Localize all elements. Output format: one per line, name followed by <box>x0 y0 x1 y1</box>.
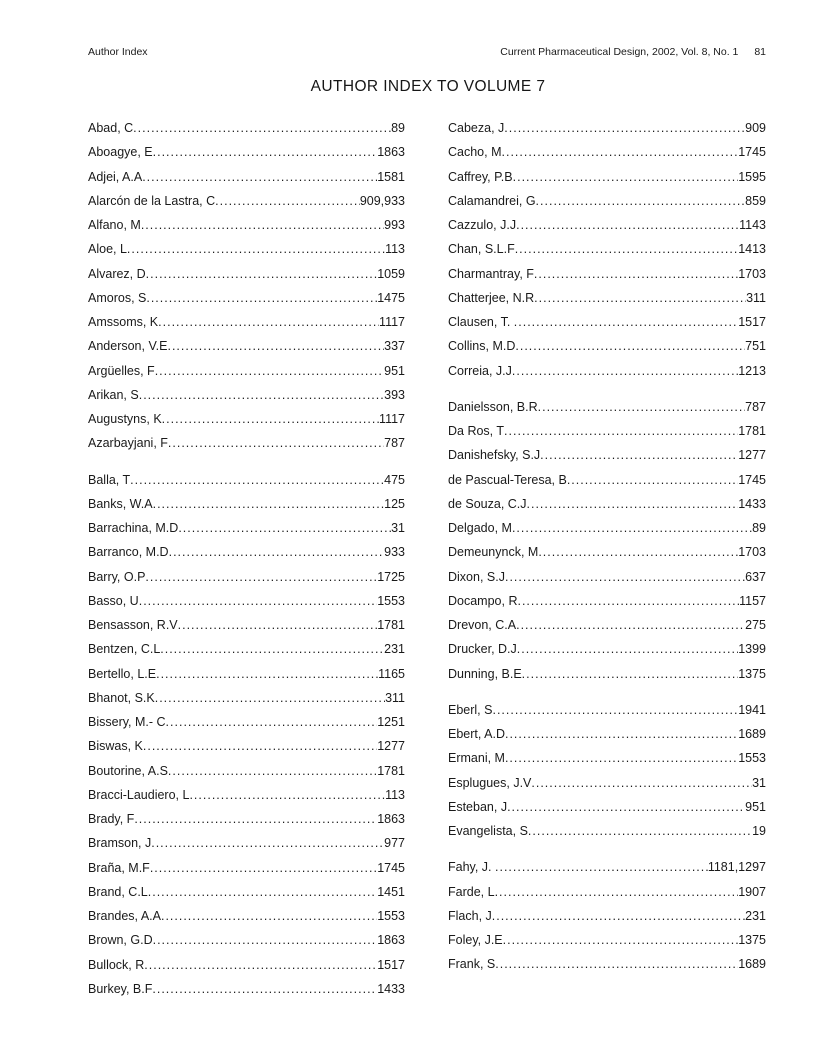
dot-leader <box>515 242 738 256</box>
page-ref: 1251 <box>377 715 405 729</box>
author-name: Foley, J.E <box>448 933 503 947</box>
dot-leader <box>144 958 377 972</box>
index-entry <box>88 170 405 194</box>
page-ref: 337 <box>384 339 405 354</box>
dot-leader <box>168 764 377 778</box>
index-entry <box>88 267 405 291</box>
index-entry <box>448 667 766 691</box>
page-ref: 1595 <box>738 169 766 184</box>
dot-leader <box>139 594 377 608</box>
author-name: Balla, T <box>88 472 131 487</box>
index-column-left <box>88 121 405 1006</box>
author-name: Cacho, M <box>448 145 502 160</box>
dot-leader <box>158 315 379 329</box>
dot-leader <box>127 242 385 256</box>
dot-leader <box>133 121 391 135</box>
author-name: Bramson, J <box>88 836 152 851</box>
page-ref: 1863 <box>377 812 405 826</box>
index-entry <box>448 824 766 848</box>
author-name: Anderson, V.E <box>88 339 168 354</box>
index-entry <box>88 242 405 266</box>
author-name: Danielsson, B.R <box>448 399 538 414</box>
dot-leader <box>143 739 377 753</box>
author-name: de Souza, C.J <box>448 496 527 511</box>
author-name: Chan, S.L.F <box>448 242 515 257</box>
index-entry <box>448 545 766 569</box>
dot-leader <box>146 291 377 305</box>
author-name: Alarcón de la Lastra, C <box>88 193 216 208</box>
page-ref: 475 <box>384 472 405 487</box>
index-entry <box>88 545 405 569</box>
dot-leader <box>516 218 739 232</box>
page-ref: 1433 <box>738 496 766 511</box>
index-entry <box>448 727 766 751</box>
index-entry <box>448 776 766 800</box>
page-ref: 1433 <box>377 981 405 996</box>
dot-leader <box>166 715 378 729</box>
page-ref: 1703 <box>738 545 766 560</box>
index-entry <box>88 836 405 860</box>
index-entry <box>88 594 405 618</box>
author-name: Bensasson, R.V <box>88 618 178 632</box>
page-ref: 1703 <box>738 266 766 281</box>
index-entry <box>448 957 766 981</box>
index-entry <box>88 861 405 885</box>
page-ref: 1781 <box>377 618 405 632</box>
index-entry <box>88 958 405 982</box>
author-name: Docampo, R <box>448 593 518 608</box>
author-name: Banks, W.A <box>88 496 153 511</box>
dot-leader <box>534 291 746 305</box>
page-ref: 19 <box>752 824 766 838</box>
dot-leader <box>495 885 739 899</box>
dot-leader <box>161 909 377 923</box>
author-name: Aboagye, E <box>88 145 153 160</box>
author-name: Da Ros, T <box>448 424 505 438</box>
author-name: Abad, C <box>88 121 134 135</box>
page-title: AUTHOR INDEX TO VOLUME 7 <box>310 78 546 95</box>
page-ref: 311 <box>746 290 766 305</box>
author-name: Arikan, S <box>88 387 139 402</box>
index-entry <box>448 400 766 424</box>
author-name: Frank, S <box>448 957 496 972</box>
dot-leader <box>534 267 738 281</box>
dot-leader <box>160 642 384 656</box>
author-name: Barrachina, M.D <box>88 521 179 535</box>
dot-leader <box>495 860 708 874</box>
author-name: Drucker, D.J <box>448 642 517 657</box>
author-name: Eberl, S <box>448 702 493 717</box>
page-ref: 113 <box>385 242 405 257</box>
page-ref: 1375 <box>738 933 766 947</box>
author-group <box>448 703 766 849</box>
page-ref: 1745 <box>738 472 766 487</box>
page-ref: 1277 <box>738 448 766 463</box>
dot-leader <box>504 424 738 438</box>
dot-leader <box>130 473 384 487</box>
dot-leader <box>168 436 384 450</box>
page-ref: 993 <box>384 218 405 232</box>
author-name: Flach, J <box>448 908 492 923</box>
author-name: Brandes, A.A <box>88 909 161 923</box>
dot-leader <box>167 339 384 353</box>
index-entry <box>448 315 766 339</box>
author-group <box>448 121 766 388</box>
page-ref: 1213 <box>738 363 766 378</box>
author-name: Bentzen, C.L <box>88 642 161 657</box>
index-entry <box>88 667 405 691</box>
page-ref: 1413 <box>738 242 766 257</box>
author-name: Bhanot, S.K <box>88 690 155 705</box>
dot-leader <box>512 521 752 535</box>
author-name: Clausen, T. <box>448 315 514 329</box>
dot-leader <box>152 982 377 996</box>
author-name: Argüelles, F <box>88 363 155 378</box>
index-entry <box>448 424 766 448</box>
dot-leader <box>148 885 377 899</box>
index-entry <box>88 812 405 836</box>
page-ref: 1157 <box>739 593 766 608</box>
page-ref: 951 <box>384 363 405 378</box>
author-name: Barranco, M.D <box>88 545 169 560</box>
page-ref: 1553 <box>738 751 766 766</box>
journal-citation: Current Pharmaceutical Design, 2002, Vol. 8, No. 1 <box>500 46 739 58</box>
page-ref: 859 <box>745 193 766 208</box>
author-name: Adjei, A.A <box>88 169 143 184</box>
index-entry <box>88 339 405 363</box>
page-ref: 1143 <box>739 218 766 232</box>
author-name: Azarbayjani, F <box>88 436 168 451</box>
index-entry <box>88 764 405 788</box>
dot-leader <box>502 145 739 159</box>
page-ref: 1907 <box>738 884 766 899</box>
page-ref: 311 <box>385 690 405 705</box>
index-entry <box>448 594 766 618</box>
page-ref: 89 <box>391 121 405 135</box>
page-ref: 1451 <box>377 884 405 899</box>
dot-leader <box>134 812 377 826</box>
index-entry <box>88 618 405 642</box>
author-name: Cabeza, J <box>448 121 505 135</box>
dot-leader <box>516 618 745 632</box>
dot-leader <box>153 933 378 947</box>
author-name: Danishefsky, S.J <box>448 448 541 463</box>
author-name: Delgado, M <box>448 521 512 535</box>
index-entry <box>448 860 766 884</box>
author-name: Dixon, S.J <box>448 569 505 584</box>
page-ref: 1553 <box>377 593 405 608</box>
index-entry <box>448 909 766 933</box>
page-ref: 231 <box>745 908 766 923</box>
dot-leader <box>512 364 738 378</box>
dot-leader <box>507 800 745 814</box>
page-ref: 393 <box>384 387 405 402</box>
author-name: Bissery, M.- C <box>88 715 166 729</box>
page-ref: 31 <box>752 775 766 790</box>
author-name: Aloe, L <box>88 242 127 257</box>
index-entry <box>448 618 766 642</box>
page-ref: 787 <box>384 436 405 451</box>
dot-leader <box>527 497 739 511</box>
dot-leader <box>517 642 738 656</box>
index-entry <box>88 388 405 412</box>
dot-leader <box>504 121 745 135</box>
page-ref: 31 <box>391 521 405 535</box>
author-name: Alfano, M <box>88 218 141 232</box>
index-entry <box>88 473 405 497</box>
author-name: Burkey, B.F <box>88 981 153 996</box>
index-entry <box>448 642 766 666</box>
index-entry <box>88 570 405 594</box>
index-entry <box>88 121 405 145</box>
page-ref: 231 <box>384 642 405 657</box>
page-ref: 1781 <box>377 763 405 778</box>
page-ref: 1581 <box>377 169 405 184</box>
author-name: Farde, L <box>448 884 495 899</box>
index-entry <box>448 751 766 775</box>
dot-leader <box>531 776 752 790</box>
author-name: Amoros, S <box>88 290 147 305</box>
index-entry <box>448 218 766 242</box>
page-ref: 1725 <box>377 569 405 584</box>
dot-leader <box>153 497 385 511</box>
dot-leader <box>503 933 739 947</box>
dot-leader <box>492 909 745 923</box>
author-name: Bertello, L.E <box>88 666 157 681</box>
dot-leader <box>141 218 384 232</box>
index-entry <box>88 291 405 315</box>
author-name: Ebert, A.D <box>448 727 505 741</box>
index-entry <box>448 339 766 363</box>
index-entry <box>88 788 405 812</box>
running-header-right <box>500 46 766 58</box>
page-ref: 1181,1297 <box>707 860 766 875</box>
dot-leader <box>146 267 378 281</box>
page-number: 81 <box>754 46 766 58</box>
author-name: Caffrey, P.B <box>448 169 513 184</box>
dot-leader <box>139 388 384 402</box>
page-ref: 113 <box>385 787 405 802</box>
author-name: Demeunynck, M <box>448 545 539 560</box>
page-ref: 1277 <box>377 739 405 754</box>
index-entry <box>448 703 766 727</box>
dot-leader <box>155 364 384 378</box>
index-entry <box>448 497 766 521</box>
page-ref: 751 <box>745 339 766 354</box>
dot-leader <box>513 170 739 184</box>
index-entry <box>88 364 405 388</box>
page-ref: 1553 <box>377 909 405 923</box>
author-name: Charmantray, F <box>448 266 534 281</box>
dot-leader <box>156 667 378 681</box>
dot-leader <box>151 836 384 850</box>
dot-leader <box>178 521 391 535</box>
page-ref: 1117 <box>379 315 405 329</box>
author-name: Basso, U <box>88 593 139 608</box>
author-name: Augustyns, K <box>88 412 162 426</box>
page-ref: 951 <box>745 799 766 814</box>
dot-leader <box>492 703 738 717</box>
author-name: Brady, F <box>88 812 135 826</box>
author-name: Correia, J.J <box>448 363 512 378</box>
dot-leader <box>522 667 739 681</box>
dot-leader <box>538 545 738 559</box>
page-ref: 1781 <box>738 424 766 438</box>
running-header-left: Author Index <box>88 46 148 58</box>
running-header <box>88 46 766 58</box>
dot-leader <box>536 194 746 208</box>
page-ref: 1375 <box>738 666 766 681</box>
dot-leader <box>515 339 745 353</box>
dot-leader <box>153 145 378 159</box>
author-name: Alvarez, D <box>88 266 146 281</box>
page-ref: 1517 <box>377 957 405 972</box>
index-column-right <box>448 121 766 982</box>
index-entry <box>448 800 766 824</box>
page-ref: 1059 <box>377 266 405 281</box>
page-ref: 275 <box>745 618 766 632</box>
author-name: Brand, C.L <box>88 884 148 899</box>
dot-leader <box>505 727 738 741</box>
author-group <box>88 121 405 461</box>
dot-leader <box>145 570 377 584</box>
author-name: Calamandrei, G <box>448 193 536 208</box>
dot-leader <box>567 473 738 487</box>
author-group <box>88 473 405 1007</box>
author-group <box>448 860 766 981</box>
page-ref: 1117 <box>379 412 405 426</box>
author-name: de Pascual-Teresa, B <box>448 472 567 487</box>
dot-leader <box>505 570 745 584</box>
page-ref: 125 <box>384 496 405 511</box>
page-ref: 1863 <box>377 145 405 160</box>
author-name: Amssoms, K <box>88 315 159 329</box>
page-ref: 1689 <box>738 727 766 741</box>
index-entry <box>88 739 405 763</box>
page-ref: 1165 <box>378 666 405 681</box>
author-name: Dunning, B.E <box>448 666 522 681</box>
dot-leader <box>505 751 738 765</box>
index-entry <box>88 909 405 933</box>
dot-leader <box>215 194 360 208</box>
index-entry <box>448 170 766 194</box>
index-entry <box>448 145 766 169</box>
index-entry <box>448 121 766 145</box>
index-entry <box>88 145 405 169</box>
index-entry <box>448 194 766 218</box>
author-name: Brown, G.D <box>88 933 153 948</box>
index-entry <box>88 885 405 909</box>
page-ref: 787 <box>745 399 766 414</box>
index-entry <box>88 497 405 521</box>
dot-leader <box>155 691 385 705</box>
page-ref: 1941 <box>738 702 766 717</box>
page-ref: 909,933 <box>359 193 405 208</box>
page-ref: 1517 <box>738 315 766 329</box>
author-name: Cazzulo, J.J <box>448 218 517 232</box>
index-entry <box>88 982 405 1006</box>
index-entry <box>88 412 405 436</box>
index-entry <box>88 315 405 339</box>
index-entry <box>88 521 405 545</box>
page-ref: 1399 <box>738 642 766 657</box>
index-entry <box>88 715 405 739</box>
page-ref: 1863 <box>377 933 405 948</box>
author-name: Drevon, C.A <box>448 618 517 632</box>
dot-leader <box>162 412 379 426</box>
author-name: Esplugues, J.V <box>448 775 532 790</box>
index-entry <box>448 933 766 957</box>
author-name: Ermani, M <box>448 751 505 766</box>
index-entry <box>88 194 405 218</box>
author-name: Collins, M.D <box>448 339 516 354</box>
dot-leader <box>528 824 752 838</box>
page-ref: 637 <box>745 569 766 584</box>
dot-leader <box>514 315 738 329</box>
author-name: Braña, M.F <box>88 860 150 875</box>
index-entry <box>88 218 405 242</box>
page-ref: 1745 <box>738 145 766 160</box>
author-group <box>448 400 766 691</box>
author-name: Bullock, R <box>88 957 145 972</box>
dot-leader <box>517 594 739 608</box>
dot-leader <box>540 448 738 462</box>
index-entry <box>88 642 405 666</box>
author-name: Chatterjee, N.R <box>448 290 535 305</box>
author-name: Esteban, J <box>448 799 508 814</box>
index-entry <box>448 291 766 315</box>
author-name: Evangelista, S <box>448 824 528 838</box>
index-entry <box>88 933 405 957</box>
author-name: Boutorine, A.S <box>88 763 168 778</box>
index-entry <box>88 436 405 460</box>
index-entry <box>448 242 766 266</box>
author-name: Biswas, K <box>88 739 143 754</box>
page-ref: 977 <box>384 836 405 851</box>
page-ref: 1689 <box>738 957 766 972</box>
dot-leader <box>150 861 377 875</box>
index-entry <box>448 885 766 909</box>
page-ref: 89 <box>752 521 766 535</box>
index-entry <box>448 364 766 388</box>
dot-leader <box>189 788 385 802</box>
index-entry <box>88 691 405 715</box>
index-entry <box>448 521 766 545</box>
dot-leader <box>169 545 385 559</box>
dot-leader <box>142 170 377 184</box>
index-entry <box>448 267 766 291</box>
dot-leader <box>495 957 738 971</box>
index-entry <box>448 448 766 472</box>
index-entry <box>448 570 766 594</box>
dot-leader <box>538 400 746 414</box>
dot-leader <box>178 618 378 632</box>
page-ref: 1745 <box>377 860 405 875</box>
author-name: Bracci-Laudiero, L <box>88 787 190 802</box>
index-entry <box>448 473 766 497</box>
page-ref: 933 <box>384 545 405 560</box>
page-ref: 1475 <box>377 290 405 305</box>
page-ref: 909 <box>745 121 766 135</box>
author-name: Barry, O.P <box>88 569 146 584</box>
author-name: Fahy, J. <box>448 860 496 875</box>
